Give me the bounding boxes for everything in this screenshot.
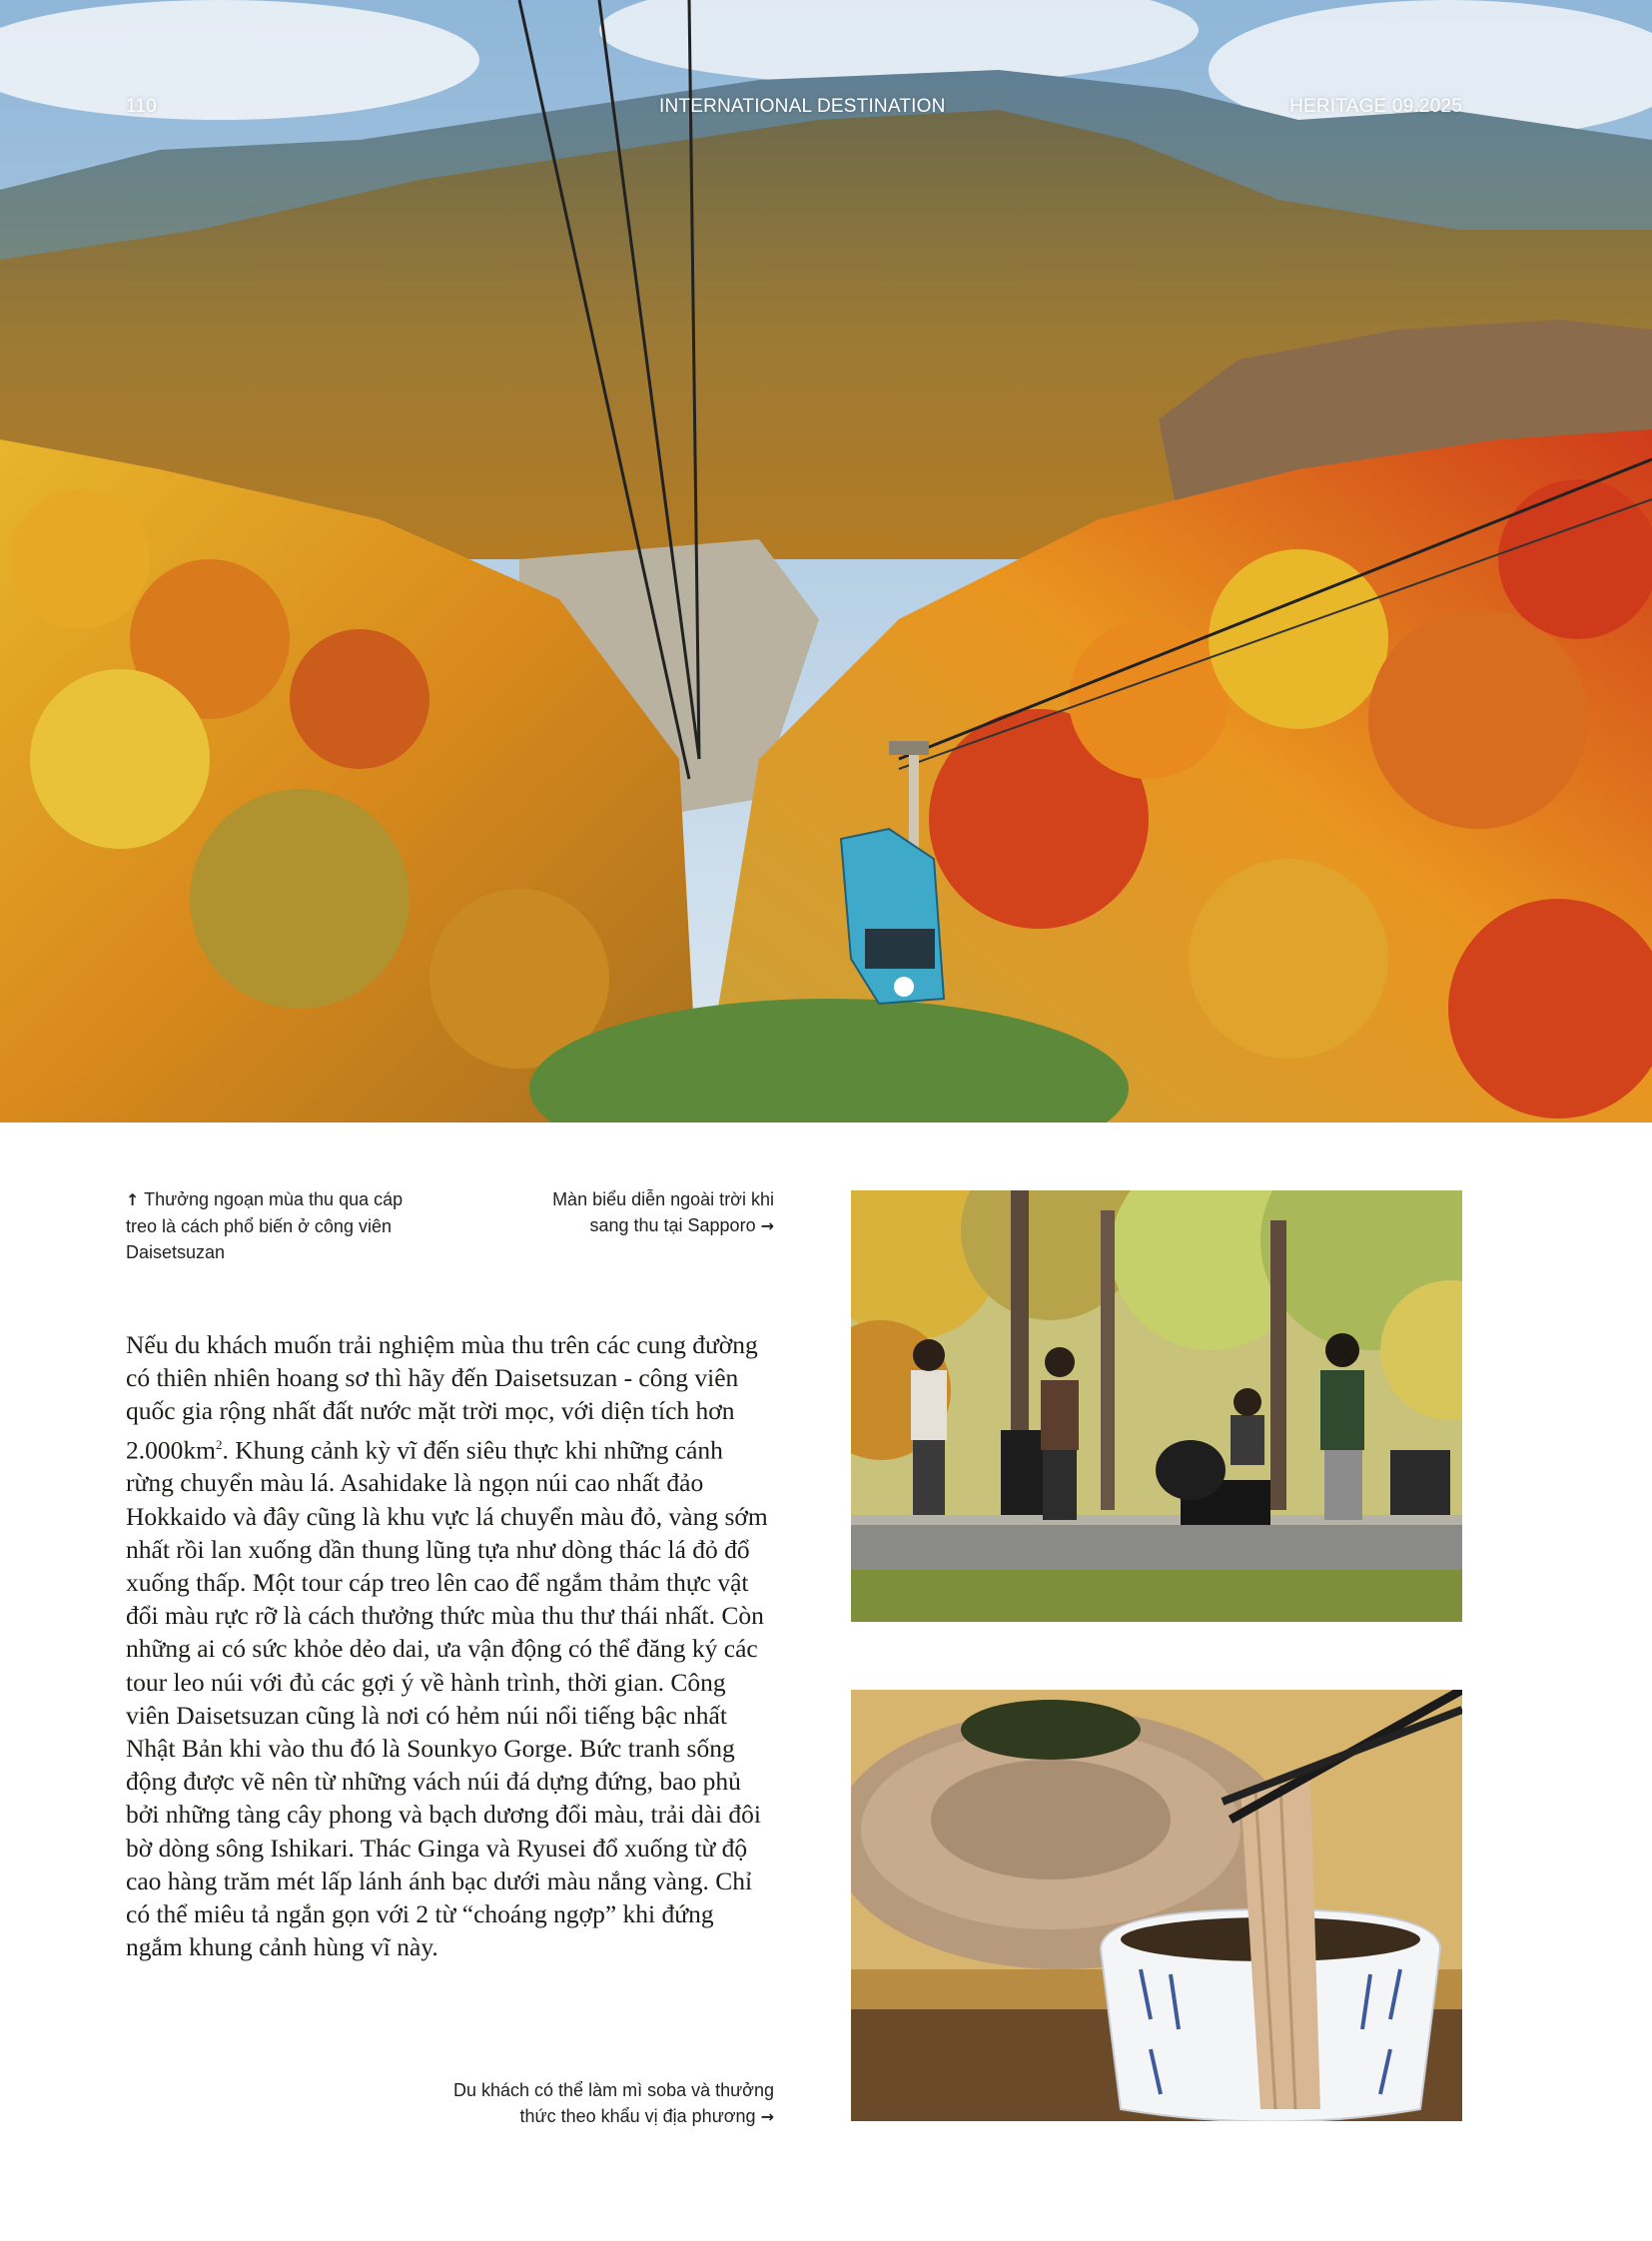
caption-soba-text: Du khách có thể làm mì soba và thưởng thức theo khẩu vị địa phương [452,2080,774,2126]
article-body [126,1328,775,1963]
page-number: 110 [126,96,157,117]
arrow-right-icon: → [760,1216,774,1235]
caption-concert-text: Màn biểu diễn ngoài trời khi sang thu tại Sapporo [552,1189,774,1235]
arrow-right-icon: → [760,2107,774,2126]
caption-cable-car-text: Thưởng ngoạn mùa thu qua cáp treo là cách phổ biến ở công viên Daisetsuzan [126,1189,404,1262]
photo-soba-noodles [851,1690,1462,2121]
running-header [126,96,1462,120]
article-body-part-2: . Khung cảnh kỳ vĩ đến siêu thực khi những cánh rừng chuyển màu lá. Asahidake là ngọn núi cao nhất đảo Hokkaido và đây cũng là khu vực lá chuyển màu đỏ, vàng sớm nhất rồi lan xuống dần thung lũng tựa như dòng thác lá đỏ đổ xuống thấp. Một tour cáp treo lên cao để ngắm thảm thực vật đổi màu rực rỡ là cách thưởng thức mùa thu thư thái nhất. Còn những ai có sức khỏe dẻo dai, ưa vận động có thể đăng ký các tour leo núi với đủ các gợi ý về hành trình, thời gian. Công viên Daisetsuzan cũng là nơi có hẻm núi nổi tiếng bậc nhất Nhật Bản khi vào thu đó là Sounkyo Gorge. Bức tranh sống động được vẽ nên từ những vách núi đá dựng đứng, bao phủ bởi những tàng cây phong và bạch dương đổi màu, trải dài đôi bờ dòng sông Ishikari. Thác Ginga và Ryusei đổ xuống từ độ cao hàng trăm mét lấp lánh ánh bạc dưới màu nắng vàng. Chỉ có thể miêu tả ngắn gọn với 2 từ “choáng ngợp” khi đứng ngắm khung cảnh hùng vĩ này. [126,1435,768,1962]
issue-label: HERITAGE 09.2025 [1289,96,1462,117]
article-body-superscript: 2 [215,1436,223,1452]
arrow-up-icon: ↑ [126,1190,140,1209]
caption-cable-car [126,1186,415,1265]
caption-concert [519,1186,774,1239]
article-body-part-1: Nếu du khách muốn trải nghiệm mùa thu trên các cung đường có thiên nhiên hoang sơ thì hãy đến Daisetsuzan - công viên quốc gia rộng nhất đất nước mặt trời mọc, với diện tích hơn 2.000km [126,1330,758,1465]
photo-outdoor-concert [851,1190,1462,1622]
section-label: INTERNATIONAL DESTINATION [659,96,946,117]
caption-soba [429,2077,774,2130]
